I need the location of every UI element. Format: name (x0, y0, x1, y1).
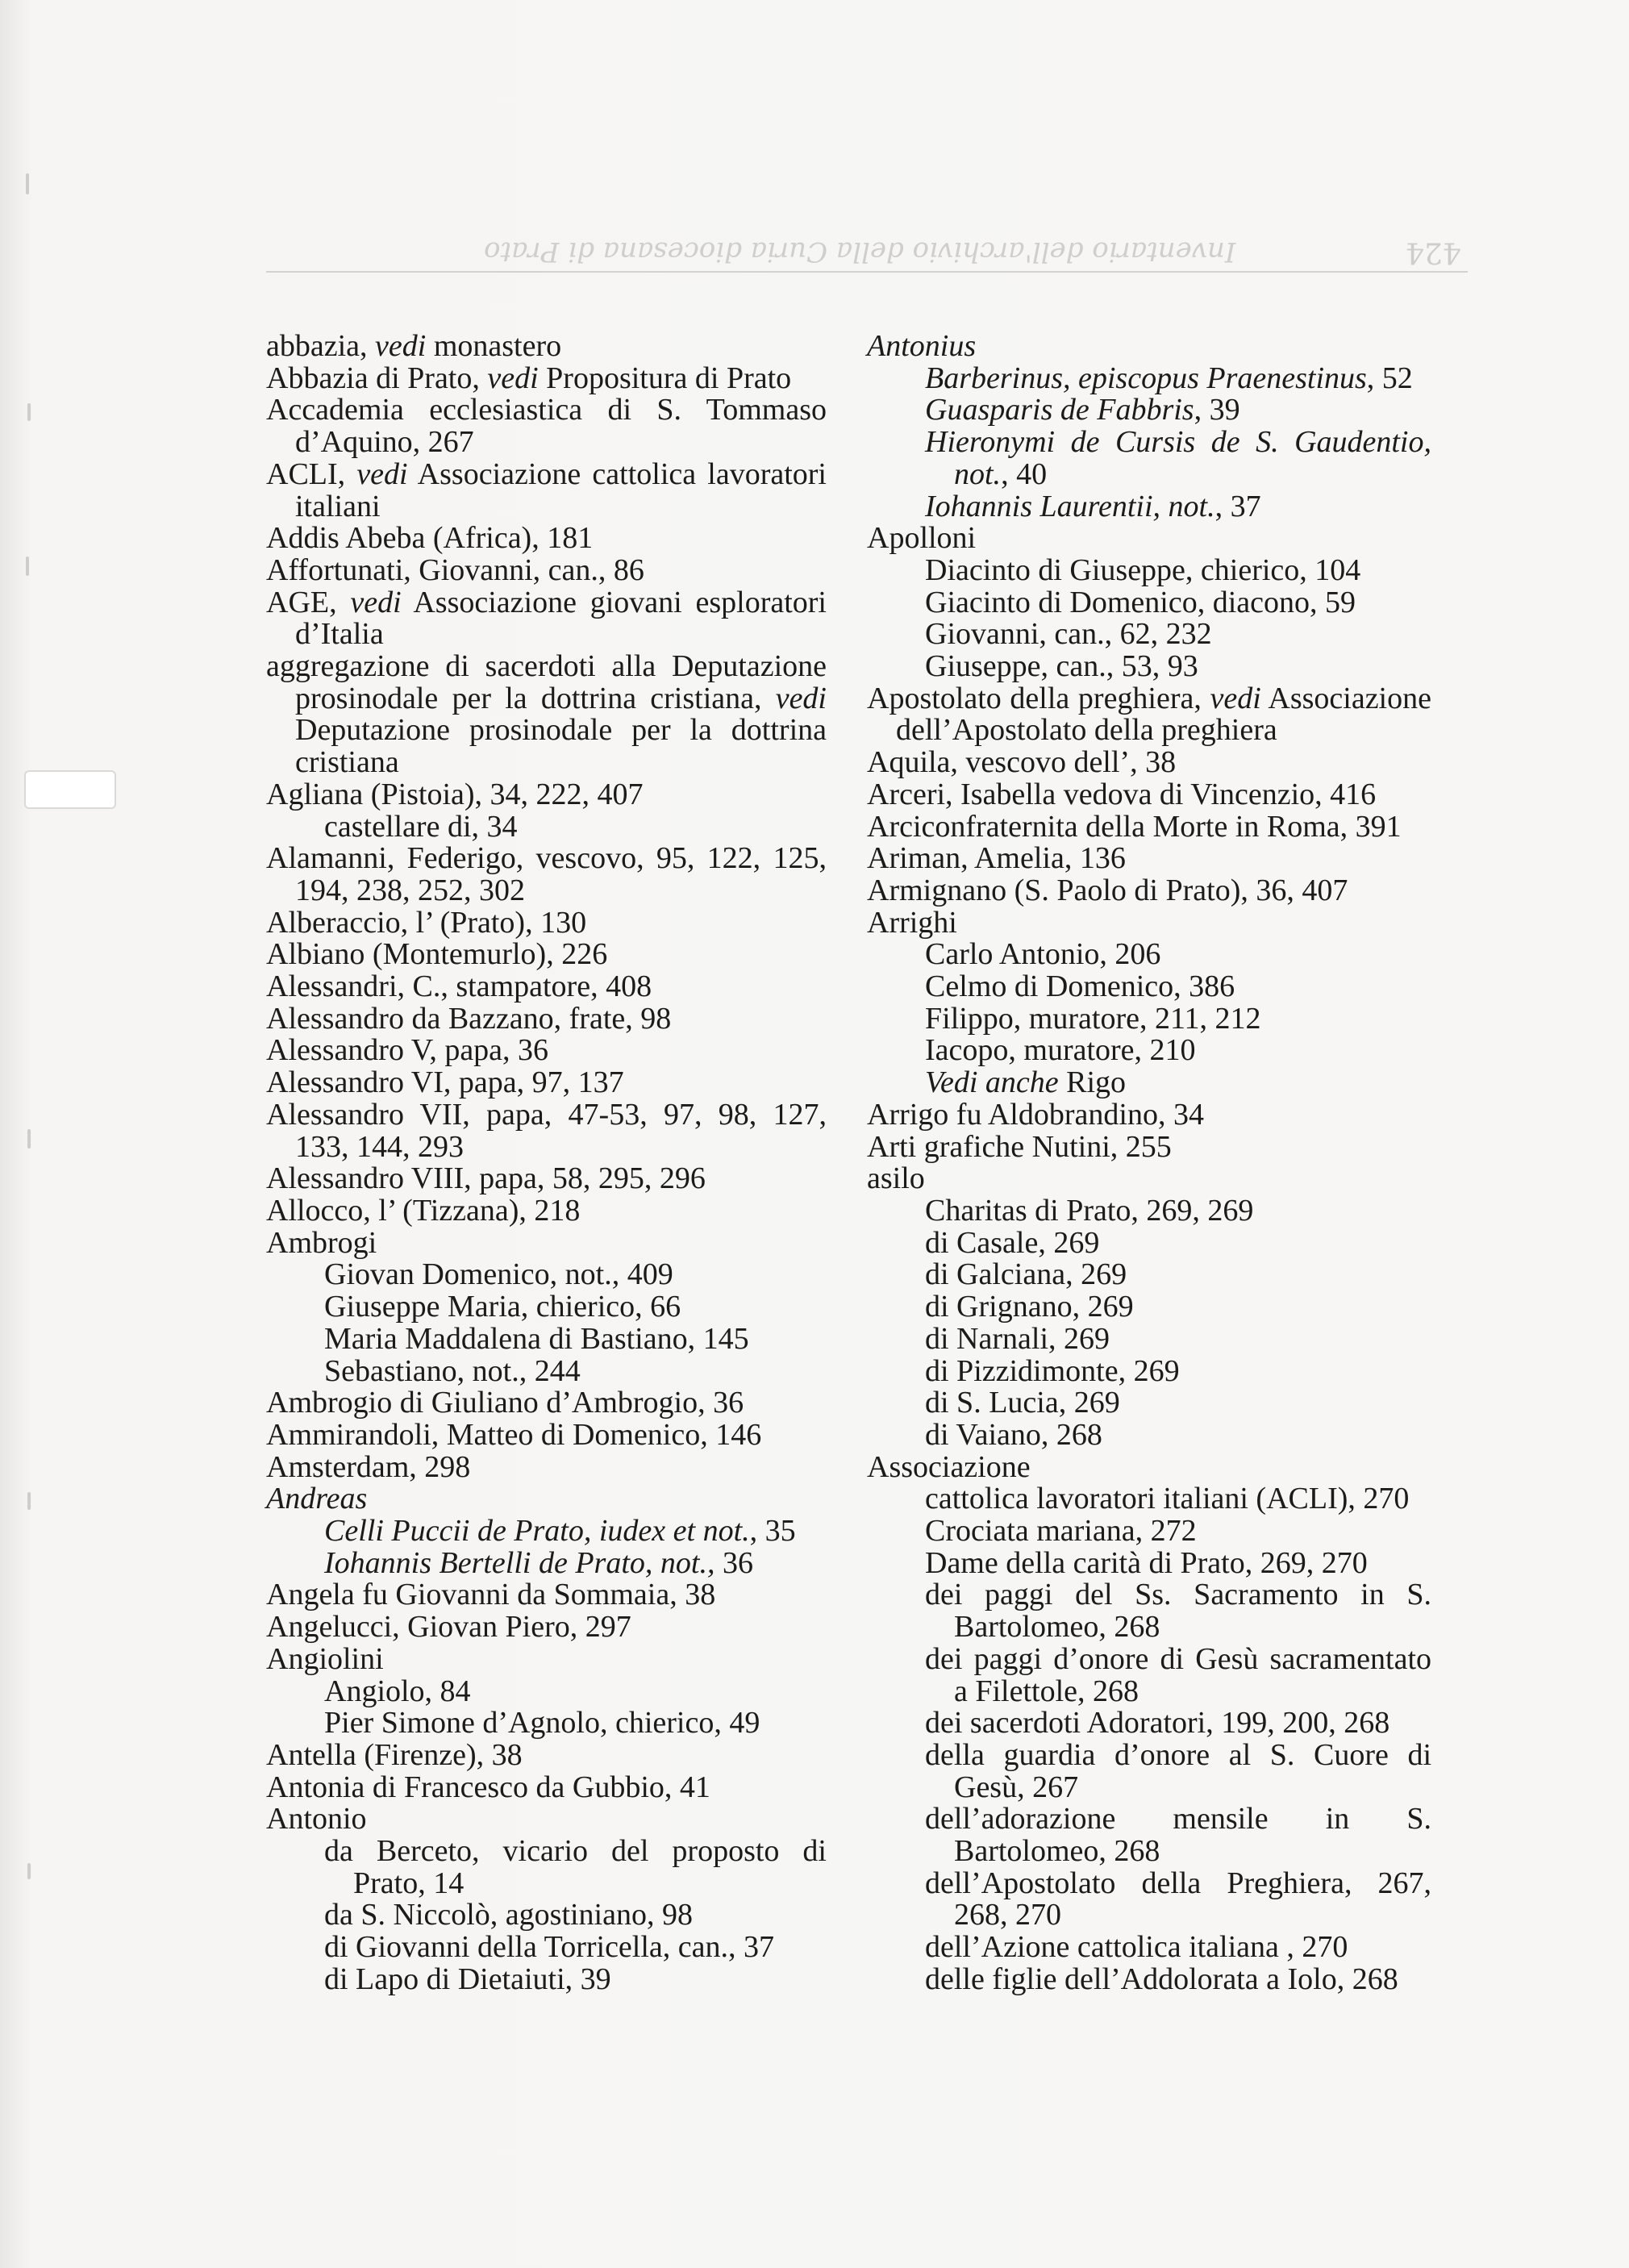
entry-text: Alessandro VI, papa, 97, 137 (266, 1065, 624, 1100)
entry-text: Deputazione prosinodale per la dottrina cristiana (295, 713, 827, 780)
italic-text: vedi (487, 361, 539, 395)
entry-text: Ammirandoli, Matteo di Domenico, 146 (266, 1417, 762, 1452)
entry-text: Sebastiano, not., 244 (324, 1353, 581, 1388)
index-entry (867, 907, 1431, 940)
index-entry (266, 1579, 827, 1611)
bleed-through-page-number: 424 (1406, 236, 1461, 269)
entry-text: Angiolo, 84 (324, 1674, 471, 1708)
italic-text: vedi (356, 457, 408, 491)
binding-mark (27, 403, 31, 421)
index-subentry (867, 939, 1431, 971)
entry-text: Associazione giovani esploratori d’Italia (295, 585, 827, 652)
index-subentry (867, 587, 1431, 619)
entry-text: monastero (426, 329, 562, 363)
index-entry (266, 1737, 827, 1772)
entry-text: Pier Simone d’Agnolo, chierico, 49 (324, 1706, 760, 1741)
index-entry (266, 1099, 827, 1163)
entry-text: , 40 (1001, 457, 1048, 491)
index-subentry (867, 1737, 1431, 1804)
entry-text: ACLI, (266, 457, 357, 491)
entry-text: Arciconfraternita della Morte in Roma, 391 (867, 809, 1402, 844)
index-entry (867, 683, 1431, 747)
entry-text: Diacinto di Giuseppe, chierico, 104 (925, 552, 1361, 587)
entry-text: Arrighi (867, 905, 957, 940)
italic-text: Andreas (266, 1482, 368, 1516)
index-subentry (266, 1899, 827, 1932)
entry-text: Amsterdam, 298 (266, 1449, 471, 1484)
italic-text: Barberinus, episcopus Praenestinus (925, 361, 1367, 395)
index-entry (867, 747, 1431, 779)
italic-text: vedi (350, 585, 402, 619)
index-entry (867, 523, 1431, 555)
entry-text: da S. Niccolò, agostiniano, 98 (324, 1898, 693, 1932)
italic-text: vedi (1210, 681, 1261, 715)
entry-text: Giuseppe, can., 53, 93 (925, 649, 1198, 684)
index-entry (266, 1163, 827, 1195)
entry-text: Associazione dell’Apostolato della preghiera (896, 681, 1431, 748)
italic-text: Hieronymi de Cursis de S. Gaudentio, not. (925, 425, 1431, 491)
index-subentry (266, 1932, 827, 1964)
index-subentry (266, 1964, 827, 1996)
entry-text: di Galciana, 269 (925, 1257, 1127, 1292)
entry-text: Crociata mariana, 272 (925, 1514, 1197, 1549)
entry-text: dei paggi del Ss. Sacramento in S. Bartolomeo, 268 (925, 1578, 1431, 1645)
index-entry (266, 1003, 827, 1036)
index-subentry (867, 1641, 1431, 1708)
entry-text: Antonia di Francesco da Gubbio, 41 (266, 1770, 710, 1804)
entry-text: delle figlie dell’Addolorata a Iolo, 268 (925, 1962, 1398, 1996)
entry-text: dell’Apostolato della Preghiera, 267, 268, 270 (925, 1866, 1431, 1932)
index-subentry (266, 1259, 827, 1291)
index-subentry (867, 363, 1431, 395)
index-entry (266, 779, 827, 811)
index-subentry (867, 1003, 1431, 1036)
entry-text: di Vaiano, 268 (925, 1417, 1102, 1452)
entry-text: Allocco, l’ (Tizzana), 218 (266, 1193, 581, 1228)
entry-text: di Narnali, 269 (925, 1321, 1110, 1356)
entry-text: Filippo, muratore, 211, 212 (925, 1001, 1261, 1036)
entry-text: Associazione (867, 1449, 1031, 1484)
entry-text: Albiano (Montemurlo), 226 (266, 937, 608, 972)
entry-text: Associazione cattolica lavoratori italiani (295, 457, 827, 523)
index-subentry (867, 1225, 1431, 1260)
index-entry (266, 1641, 827, 1676)
index-entry (867, 1163, 1431, 1195)
italic-text: Iohannis Bertelli de Prato, not., (324, 1545, 715, 1580)
entry-text: , 35 (749, 1514, 796, 1549)
entry-text: Armignano (S. Paolo di Prato), 36, 407 (867, 873, 1348, 907)
entry-text: della guardia d’onore al S. Cuore di Gesù, 267 (925, 1737, 1431, 1804)
entry-text: Accademia ecclesiastica di S. Tommaso d’Aquino, 267 (266, 393, 827, 460)
entry-text: Alessandro V, papa, 36 (266, 1033, 549, 1068)
index-subentry (867, 1321, 1431, 1356)
index-entry (867, 779, 1431, 811)
entry-text: di Giovanni della Torricella, can., 37 (324, 1930, 775, 1965)
index-subentry (266, 1291, 827, 1324)
binding-mark (27, 1129, 31, 1149)
entry-text: Alessandri, C., stampatore, 408 (266, 969, 652, 1004)
index-subentry (867, 1545, 1431, 1580)
entry-text: Apostolato della preghiera, (867, 681, 1210, 715)
entry-text: Alessandro da Bazzano, frate, 98 (266, 1001, 672, 1036)
index-entry (266, 1067, 827, 1099)
index-entry (266, 1483, 827, 1515)
index-entry (266, 331, 827, 363)
index-column-right (867, 331, 1431, 1996)
index-subentry (867, 1803, 1431, 1867)
index-subentry (867, 1067, 1431, 1099)
entry-text: dell’Azione cattolica italiana , 270 (925, 1930, 1348, 1965)
index-entry (266, 1225, 827, 1260)
binding-mark (27, 1863, 31, 1879)
entry-text: Addis Abeba (Africa), 181 (266, 521, 594, 556)
entry-text: asilo (867, 1161, 925, 1196)
entry-text: Arceri, Isabella vedova di Vincenzio, 416 (867, 777, 1377, 811)
index-subentry (867, 552, 1431, 587)
entry-text: Rigo (1058, 1065, 1127, 1100)
entry-text: Abbazia di Prato, (266, 361, 488, 395)
entry-text: dei sacerdoti Adoratori, 199, 200, 268 (925, 1706, 1390, 1741)
index-subentry (867, 394, 1431, 427)
index-subentry (266, 1836, 827, 1899)
index-subentry (266, 811, 827, 844)
entry-text: Antonio (266, 1802, 367, 1836)
index-entry (266, 971, 827, 1003)
index-subentry (867, 1932, 1431, 1964)
entry-text: Giovan Domenico, not., 409 (324, 1257, 673, 1292)
entry-text: dei paggi d’onore di Gesù sacramentato a Filettole, 268 (925, 1641, 1431, 1708)
italic-text: vedi (775, 681, 827, 715)
entry-text: Charitas di Prato, 269, 269 (925, 1193, 1254, 1228)
index-subentry (266, 1353, 827, 1388)
index-entry (266, 1195, 827, 1228)
entry-text: di Grignano, 269 (925, 1290, 1134, 1324)
entry-text: Antella (Firenze), 38 (266, 1737, 523, 1772)
index-subentry (266, 1676, 827, 1708)
entry-text: Agliana (Pistoia), 34, 222, 407 (266, 777, 644, 811)
bleed-through-title: Inventario dell'archivio della Curia diocesana di Prato (484, 236, 1236, 268)
index-entry (867, 1099, 1431, 1132)
index-entry (867, 875, 1431, 907)
index-entry (266, 939, 827, 971)
entry-text: , 39 (1194, 393, 1240, 427)
entry-text: Iacopo, muratore, 210 (925, 1033, 1196, 1068)
binding-mark (27, 1492, 31, 1510)
index-entry (867, 811, 1431, 844)
index-subentry (867, 1195, 1431, 1228)
index-subentry (867, 651, 1431, 683)
entry-text: Affortunati, Giovanni, can., 86 (266, 552, 644, 587)
index-subentry (266, 1707, 827, 1740)
entry-text: cattolica lavoratori italiani (ACLI), 270 (925, 1482, 1410, 1516)
entry-text: di Casale, 269 (925, 1225, 1100, 1260)
index-subentry (867, 1868, 1431, 1932)
index-entry (266, 1035, 827, 1067)
entry-text: Angela fu Giovanni da Sommaia, 38 (266, 1578, 716, 1612)
index-subentry (266, 1545, 827, 1580)
index-subentry (867, 1035, 1431, 1067)
index-entry (266, 907, 827, 940)
entry-text: Ariman, Amelia, 136 (867, 841, 1126, 876)
index-subentry (867, 619, 1431, 651)
index-entry (266, 1417, 827, 1452)
index-subentry (867, 491, 1431, 523)
entry-text: Maria Maddalena di Bastiano, 145 (324, 1321, 749, 1356)
entry-text: abbazia, (266, 329, 376, 363)
entry-text: Celmo di Domenico, 386 (925, 969, 1235, 1004)
italic-text: Antonius (867, 329, 977, 363)
index-subentry (867, 1291, 1431, 1324)
binding-mark (26, 173, 29, 194)
entry-text: 36 (715, 1545, 753, 1580)
bleed-through-header (266, 236, 1468, 273)
index-subentry (867, 1353, 1431, 1388)
index-subentry (867, 1579, 1431, 1643)
index-entry (266, 651, 827, 779)
entry-text: Alamanni, Federigo, vescovo, 95, 122, 125, 194, 238, 252, 302 (266, 841, 827, 907)
italic-text: Vedi anche (925, 1065, 1059, 1100)
entry-text: Arti grafiche Nutini, 255 (867, 1129, 1172, 1164)
italic-text: Iohannis Laurentii, not. (925, 489, 1215, 523)
entry-text: Giovanni, can., 62, 232 (925, 617, 1212, 652)
entry-text: Arrigo fu Aldobrandino, 34 (867, 1097, 1204, 1132)
index-subentry (266, 1321, 827, 1356)
index-subentry (867, 427, 1431, 490)
entry-text: Propositura di Prato (538, 361, 792, 395)
entry-text: da Berceto, vicario del proposto di Prato, 14 (324, 1834, 827, 1900)
entry-text: Ambrogi (266, 1225, 377, 1260)
index-entry (266, 1611, 827, 1644)
entry-text: di Lapo di Dietaiuti, 39 (324, 1962, 611, 1996)
index-entry (266, 523, 827, 555)
index-entry (266, 394, 827, 458)
index-subentry (867, 1259, 1431, 1291)
entry-text: dell’adorazione mensile in S. Bartolomeo, 268 (925, 1802, 1431, 1869)
index-entry (266, 1449, 827, 1484)
index-subentry (867, 1964, 1431, 1996)
entry-text: Dame della carità di Prato, 269, 270 (925, 1545, 1368, 1580)
entry-text: Alessandro VII, papa, 47-53, 97, 98, 127, 133, 144, 293 (266, 1097, 827, 1164)
index-subentry (867, 1707, 1431, 1740)
index-entry (266, 363, 827, 395)
entry-text: , 37 (1214, 489, 1261, 523)
index-entry (867, 1449, 1431, 1484)
binding-mark (26, 557, 29, 576)
entry-text: AGE, (266, 585, 351, 619)
index-subentry (266, 1515, 827, 1548)
page-tab-marker (24, 770, 116, 809)
index-column-left (266, 331, 827, 1996)
entry-text: Alessandro VIII, papa, 58, 295, 296 (266, 1161, 706, 1196)
italic-text: vedi (375, 329, 427, 363)
index-subentry (867, 971, 1431, 1003)
entry-text: Angiolini (266, 1641, 384, 1676)
entry-text: castellare di, 34 (324, 809, 518, 844)
index-entry (266, 1772, 827, 1804)
index-subentry (867, 1417, 1431, 1452)
entry-text: Ambrogio di Giuliano d’Ambrogio, 36 (266, 1386, 744, 1420)
entry-text: Giacinto di Domenico, diacono, 59 (925, 585, 1356, 619)
entry-text: Apolloni (867, 521, 977, 556)
italic-text: Guasparis de Fabbris (925, 393, 1194, 427)
index-entry (266, 552, 827, 587)
entry-text: di Pizzidimonte, 269 (925, 1353, 1180, 1388)
entry-text: aggregazione di sacerdoti alla Deputazione prosinodale per la dottrina cristiana, (266, 649, 827, 715)
entry-text: Carlo Antonio, 206 (925, 937, 1161, 972)
index-entry (867, 1129, 1431, 1164)
index-entry (867, 843, 1431, 875)
entry-text: di S. Lucia, 269 (925, 1386, 1120, 1420)
index-entry (266, 1803, 827, 1836)
index-entry (266, 459, 827, 523)
entry-text: Alberaccio, l’ (Prato), 130 (266, 905, 587, 940)
entry-text: , 52 (1366, 361, 1413, 395)
entry-text: Angelucci, Giovan Piero, 297 (266, 1610, 631, 1645)
entry-text: Aquila, vescovo dell’, 38 (867, 745, 1177, 780)
index-entry (266, 843, 827, 907)
index-entry (266, 587, 827, 651)
index-subentry (867, 1515, 1431, 1548)
index-subentry (867, 1483, 1431, 1515)
entry-text: Giuseppe Maria, chierico, 66 (324, 1290, 681, 1324)
italic-text: Celli Puccii de Prato, iudex et not. (324, 1514, 750, 1549)
index-entry (266, 1387, 827, 1420)
index-entry (867, 331, 1431, 363)
index-subentry (867, 1387, 1431, 1420)
